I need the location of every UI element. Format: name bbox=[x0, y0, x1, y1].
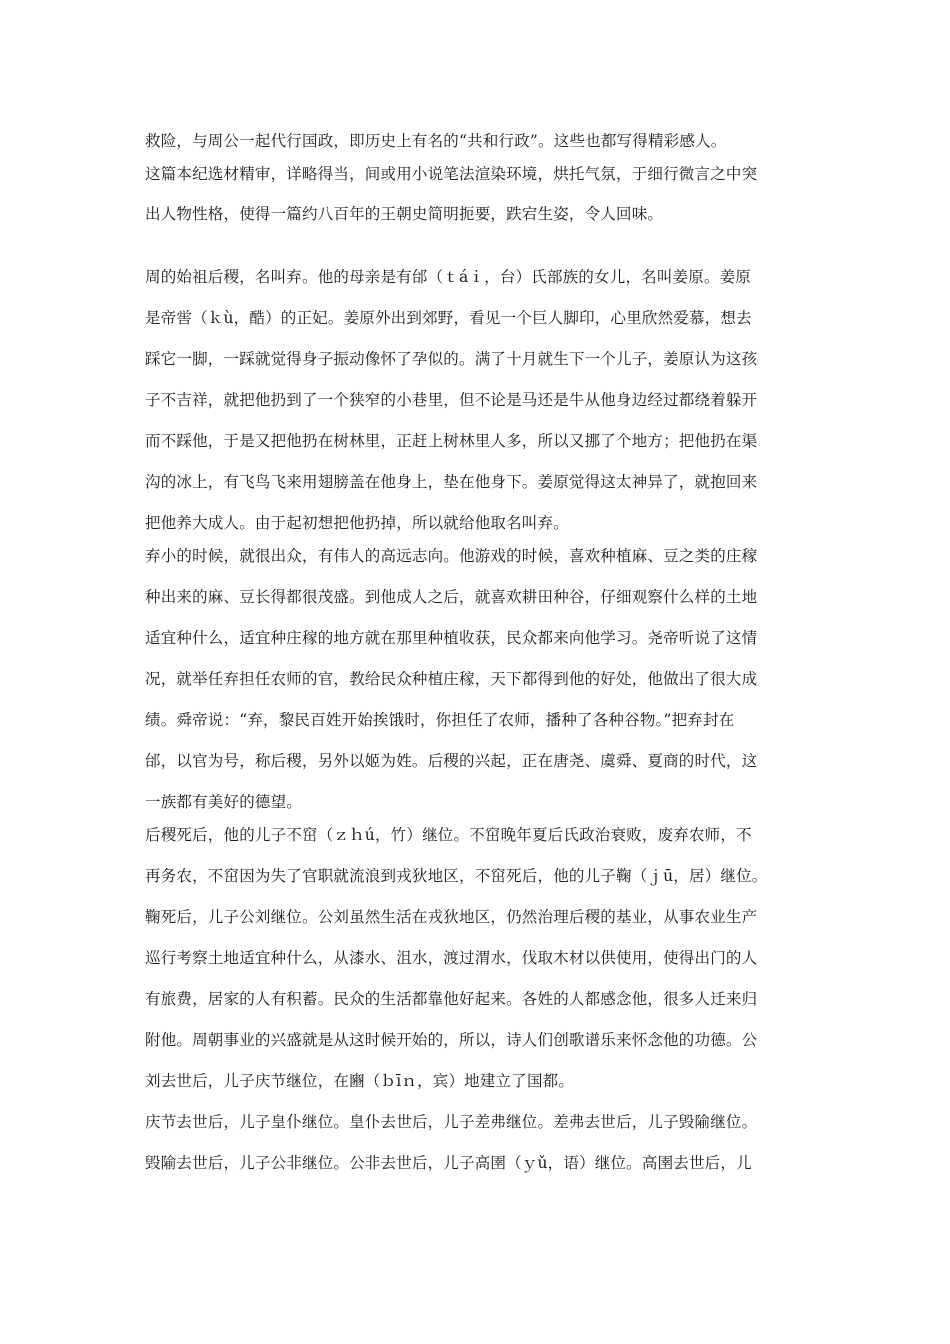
text-line: 一族都有美好的德望。 bbox=[145, 793, 303, 811]
text-line: 这篇本纪选材精审，详略得当，间或用小说笔法渲染环境，烘托气氛，于细行微言之中突 bbox=[145, 165, 758, 183]
text-line: 救险，与周公一起代行国政，即历史上有名的“共和行政”。这些也都写得精彩感人。 bbox=[145, 132, 727, 150]
text-line: 踩它一脚，一踩就觉得身子振动像怀了孕似的。满了十月就生下一个儿子，姜原认为这孩 bbox=[145, 350, 758, 368]
text-line: 巡行考察土地适宜种什么，从漆水、沮水，渡过渭水，伐取木材以供使用，使得出门的人 bbox=[145, 949, 758, 967]
text-line: 刘去世后，儿子庆节继位，在豳（ｂīｎ，宾）地建立了国都。 bbox=[145, 1072, 575, 1090]
text-line: 沟的冰上，有飞鸟飞来用翅膀盖在他身上，垫在他身下。姜原觉得这太神异了，就抱回来 bbox=[145, 473, 758, 491]
text-line: 把他养大成人。由于起初想把他扔掉，所以就给他取名叫弃。 bbox=[145, 514, 569, 532]
text-line: 周的始祖后稷，名叫弃。他的母亲是有邰（ｔáｉ，台）氏部族的女儿，名叫姜原。姜原 bbox=[145, 268, 752, 286]
text-line: 邰，以官为号，称后稷，另外以姬为姓。后稷的兴起，正在唐尧、虞舜、夏商的时代，这 bbox=[145, 752, 758, 770]
text-line: 而不踩他，于是又把他扔在树林里，正赶上树林里人多，所以又挪了个地方；把他扔在渠 bbox=[145, 432, 758, 450]
text-line: 再务农，不窋因为失了官职就流浪到戎狄地区，不窋死后，他的儿子鞠（ｊū，居）继位。 bbox=[145, 867, 768, 885]
text-line: 适宜种什么，适宜种庄稼的地方就在那里种植收获，民众都来向他学习。尧帝听说了这情 bbox=[145, 629, 758, 647]
text-line: 出人物性格，使得一篇约八百年的王朝史简明扼要，跌宕生姿，令人回味。 bbox=[145, 205, 664, 223]
text-line: 后稷死后，他的儿子不窋（ｚｈú，竹）继位。不窋晚年夏后氏政治衰败，废弃农师，不 bbox=[145, 826, 752, 844]
text-line: 附他。周朝事业的兴盛就是从这时候开始的，所以，诗人们创歌谱乐来怀念他的功德。公 bbox=[145, 1031, 758, 1049]
text-line: 弃小的时候，就很出众，有伟人的高远志向。他游戏的时候，喜欢种植麻、豆之类的庄稼 bbox=[145, 547, 758, 565]
text-line: 庆节去世后，儿子皇仆继位。皇仆去世后，儿子差弗继位。差弗去世后，儿子毁隃继位。 bbox=[145, 1113, 758, 1131]
text-line: 鞠死后，儿子公刘继位。公刘虽然生活在戎狄地区，仍然治理后稷的基业，从事农业生产 bbox=[145, 908, 758, 926]
text-line: 种出来的麻、豆长得都很茂盛。到他成人之后，就喜欢耕田种谷，仔细观察什么样的土地 bbox=[145, 588, 758, 606]
text-line: 毁隃去世后，儿子公非继位。公非去世后，儿子高圉（ｙǔ，语）继位。高圉去世后，儿 bbox=[145, 1154, 752, 1172]
text-line: 是帝喾（ｋù，酷）的正妃。姜原外出到郊野，看见一个巨人脚印，心里欣然爱慕，想去 bbox=[145, 309, 752, 327]
text-line: 子不吉祥，就把他扔到了一个狭窄的小巷里，但不论是马还是牛从他身边经过都绕着躲开 bbox=[145, 391, 758, 409]
text-line: 有旅费，居家的人有积蓄。民众的生活都靠他好起来。各姓的人都感念他，很多人迁来归 bbox=[145, 990, 758, 1008]
text-line: 绩。舜帝说：“弃，黎民百姓开始挨饿时，你担任了农师，播种了各种谷物。”把弃封在 bbox=[145, 711, 735, 729]
text-line: 况，就举任弃担任农师的官，教给民众种植庄稼，天下都得到他的好处，他做出了很大成 bbox=[145, 670, 758, 688]
